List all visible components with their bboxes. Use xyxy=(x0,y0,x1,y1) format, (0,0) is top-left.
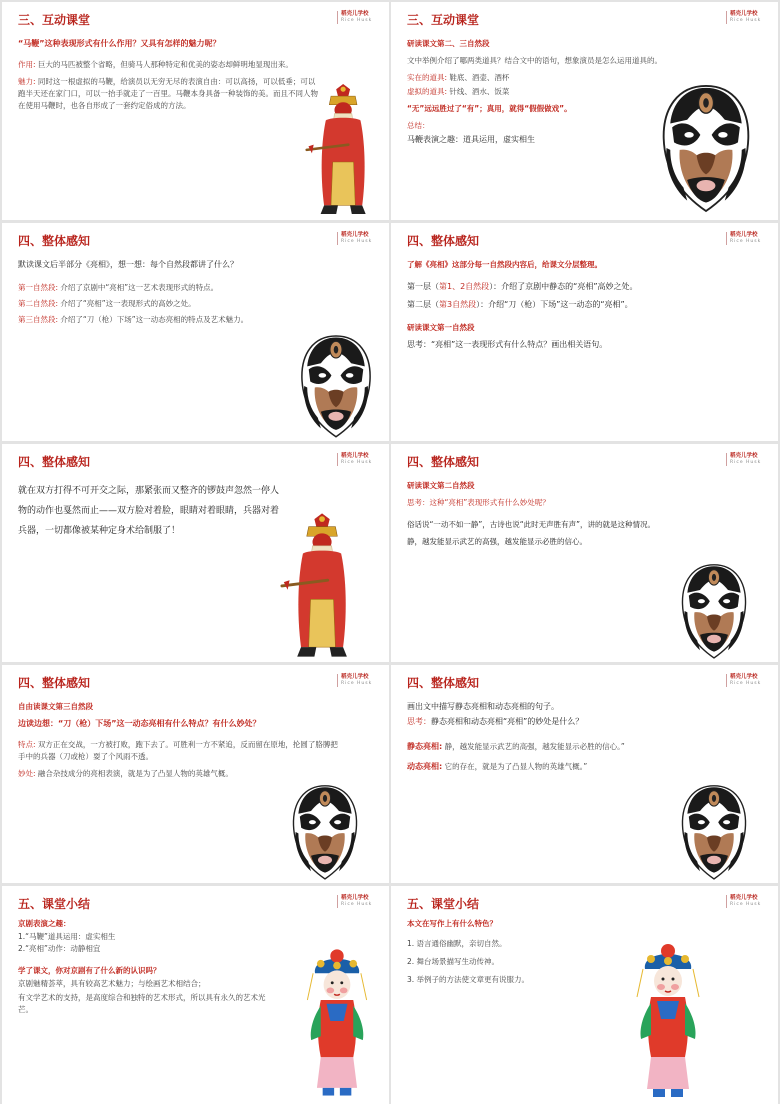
label-effect: 作用: xyxy=(18,59,36,69)
school-logo: 稻壳儿学校 Rice Husk xyxy=(726,895,768,908)
slide-6 xyxy=(391,444,778,662)
summary-title: 京剧表演之趣： xyxy=(18,919,71,928)
summary-item: 2.“亮相”动作：动静相宜 xyxy=(18,944,101,953)
opera-general-image xyxy=(305,80,383,218)
answer-line-2: 有文学艺术的支持，是高度综合和独特的艺术形式，所以具有永久的艺术光芒。 xyxy=(18,993,266,1014)
paragraph-1: 俗话说“一动不如一静”，古诗也说“此时无声胜有声”，讲的就是这种情况。 xyxy=(407,520,656,529)
static-text: 静，越发能显示武艺的高强，越发能显示必胜的信心。” xyxy=(442,741,625,751)
school-logo: 稻壳儿学校 Rice Husk xyxy=(726,674,768,687)
slide-header: 四、整体感知 xyxy=(407,234,480,248)
slide-8 xyxy=(391,665,778,883)
virtual-props-text: 针线、酒水、饭菜 xyxy=(447,87,510,96)
school-logo: 稻壳儿学校 Rice Husk xyxy=(337,232,379,245)
item-text: 介绍了“刀（枪）下场”这一动态亮相的特点及艺术魅力。 xyxy=(58,314,249,324)
summary-label: 总结： xyxy=(407,121,430,130)
feature-item: 3. 举例子的方法使文章更有说服力。 xyxy=(407,975,530,984)
school-logo: 稻壳儿学校 Rice Husk xyxy=(337,674,379,687)
slide-header: 五、课堂小结 xyxy=(18,897,91,911)
school-logo: 稻壳儿学校 Rice Husk xyxy=(726,11,768,24)
slide-header: 四、整体感知 xyxy=(407,455,480,469)
label-charm: 魅力: xyxy=(18,76,36,86)
school-logo: 稻壳儿学校 Rice Husk xyxy=(726,453,768,466)
paragraph-2: 静，越发能显示武艺的高强，越发能显示必胜的信心。 xyxy=(407,537,587,546)
dynamic-text: 它的存在，就是为了凸显人物的英雄气概。” xyxy=(442,762,588,772)
merit-text: 融合杂技成分的亮相表演，就是为了凸显人物的英雄气概。 xyxy=(35,768,233,778)
slide-header: 四、整体感知 xyxy=(18,455,91,469)
slide-2 xyxy=(391,2,778,220)
item-label: 第三自然段: xyxy=(18,314,59,324)
label-static: 静态亮相: xyxy=(407,741,443,751)
slide-header: 四、整体感知 xyxy=(18,234,91,248)
feature-item: 2. 舞台场景描写生动传神。 xyxy=(407,957,500,966)
school-logo: 稻壳儿学校 Rice Husk xyxy=(337,895,379,908)
summary-text: 马鞭表演之趣：道具运用，虚实相生 xyxy=(407,135,535,144)
item-text: 介绍了“亮相”这一表现形式的高妙之处。 xyxy=(58,298,196,308)
layer-1-prefix: 第一层（ xyxy=(407,282,439,291)
school-logo: 稻壳儿学校 Rice Husk xyxy=(337,11,379,24)
school-logo: 稻壳儿学校 Rice Husk xyxy=(337,453,379,466)
slide-3 xyxy=(2,223,389,441)
label-feature: 特点: xyxy=(18,739,36,749)
label-dynamic: 动态亮相: xyxy=(407,762,443,772)
subheading: 研读课文第一自然段 xyxy=(407,322,475,332)
label-virtual-props: 虚拟的道具: xyxy=(407,87,448,96)
layer-1-range: 第1、2自然段 xyxy=(439,282,490,291)
question-text: 学了课文，你对京剧有了什么新的认识吗？ xyxy=(18,966,161,975)
item-label: 第二自然段: xyxy=(18,298,59,308)
label-real-props: 实在的道具: xyxy=(407,73,448,82)
subheading: 研读课文第二、三自然段 xyxy=(407,39,490,48)
question-text: “马鞭”这种表现形式有什么作用？又具有怎样的魅力呢？ xyxy=(18,39,221,48)
instruction-text: 画出文中描写静态亮相和动态亮相的句子。 xyxy=(407,702,559,711)
label-merit: 妙处: xyxy=(18,768,36,778)
think-text: 思考：这种“亮相”表现形式有什么妙处呢？ xyxy=(407,498,550,507)
subheading: 自由读课文第三自然段 xyxy=(18,702,93,711)
school-logo: 稻壳儿学校 Rice Husk xyxy=(726,232,768,245)
effect-text: 巨大的马匹被整个省略，但骑马人那种特定和优美的姿态却鲜明地显现出来。 xyxy=(37,59,293,69)
feature-text: 双方正在交战，一方被打败，跑下去了。可胜利一方不紧追，反而留在原地，抡圆了胳膊把手中的兵器（刀或枪）耍了个风雨不透。 xyxy=(18,739,338,761)
label-think: 思考： xyxy=(407,716,431,726)
opera-mask-image xyxy=(290,783,360,881)
slide-7 xyxy=(2,665,389,883)
opera-general-image xyxy=(280,510,366,660)
layer-2-range: 第3自然段 xyxy=(439,299,477,309)
opera-lady-image xyxy=(623,938,713,1100)
opera-lady-image xyxy=(294,942,380,1100)
question-text: 边读边想：“刀（枪）下场”这一动态亮相有什么特点？有什么妙处？ xyxy=(18,719,261,728)
answer-line-1: 京剧魅精荟萃，具有较高艺术魅力；与绘画艺术相结合； xyxy=(18,979,206,988)
item-label: 第一自然段: xyxy=(18,282,59,292)
think-text: 思考：“亮相”这一表现形式有什么特点？画出相关语句。 xyxy=(407,339,608,349)
slide-10 xyxy=(391,886,778,1104)
opera-mask-image xyxy=(659,82,753,214)
question-text: 默读课文后半部分《亮相》，想一想：每个自然段都讲了什么？ xyxy=(18,260,238,269)
layer-1-text: ）：介绍了京剧中静态的“亮相”高妙之处。 xyxy=(489,282,638,291)
think-text: 静态亮相和动态亮相“亮相”的妙处是什么？ xyxy=(431,716,584,726)
opera-mask-image xyxy=(679,562,749,660)
charm-text: 同时这一根虚拟的马鞭，给演员以无穷无尽的表演自由：可以高扬，可以低垂；可以跑半天还在家门口，可以一抬手就走了一百里。马鞭本身具备一种装饰的美。而且不同人物在使用马鞭时，也各自形成了一套约定俗成的方法。 xyxy=(18,76,318,110)
slide-9 xyxy=(2,886,389,1104)
slide-header: 五、课堂小结 xyxy=(407,897,480,911)
slide-header: 四、整体感知 xyxy=(407,676,480,690)
slide-5 xyxy=(2,444,389,662)
slide-header: 三、互动课堂 xyxy=(18,13,91,27)
wu-sentence: “无”远远胜过了“有”；真用，就得“假假做戏”。 xyxy=(407,104,572,113)
slide-4 xyxy=(391,223,778,441)
layer-2-prefix: 第二层（ xyxy=(407,299,439,309)
question-text: 了解《亮相》这部分每一自然段内容后，给课文分层整理。 xyxy=(407,260,602,269)
opera-mask-image xyxy=(298,333,374,439)
slide-1 xyxy=(2,2,389,220)
slide-header: 三、互动课堂 xyxy=(407,13,480,27)
summary-item: 1.“马鞭”道具运用：虚实相生 xyxy=(18,932,116,941)
real-props-text: 鞋底、酒壶、酒杯 xyxy=(447,73,510,82)
feature-item: 1. 语言通俗幽默，亲切自然。 xyxy=(407,939,507,948)
layer-2-text: ）：介绍“刀（枪）下场”这一动态的“亮相”。 xyxy=(476,299,633,309)
intro-text: 文中举例介绍了哪两类道具？结合文中的语句，想象演员是怎么运用道具的。 xyxy=(407,56,662,65)
subheading: 研读课文第二自然段 xyxy=(407,481,475,490)
slide-header: 四、整体感知 xyxy=(18,676,91,690)
item-text: 介绍了京剧中“亮相”这一艺术表现形式的特点。 xyxy=(58,282,219,292)
excerpt-text: 就在双方打得不可开交之际，那紧张而又整齐的锣鼓声忽然一停人物的动作也戛然而止——双方脸对着脸，眼睛对着眼睛，兵器对着兵器，一切都像被某种定身术给制服了！ xyxy=(18,486,280,536)
question-text: 本文在写作上有什么特色？ xyxy=(407,919,497,928)
opera-mask-image xyxy=(679,783,749,881)
